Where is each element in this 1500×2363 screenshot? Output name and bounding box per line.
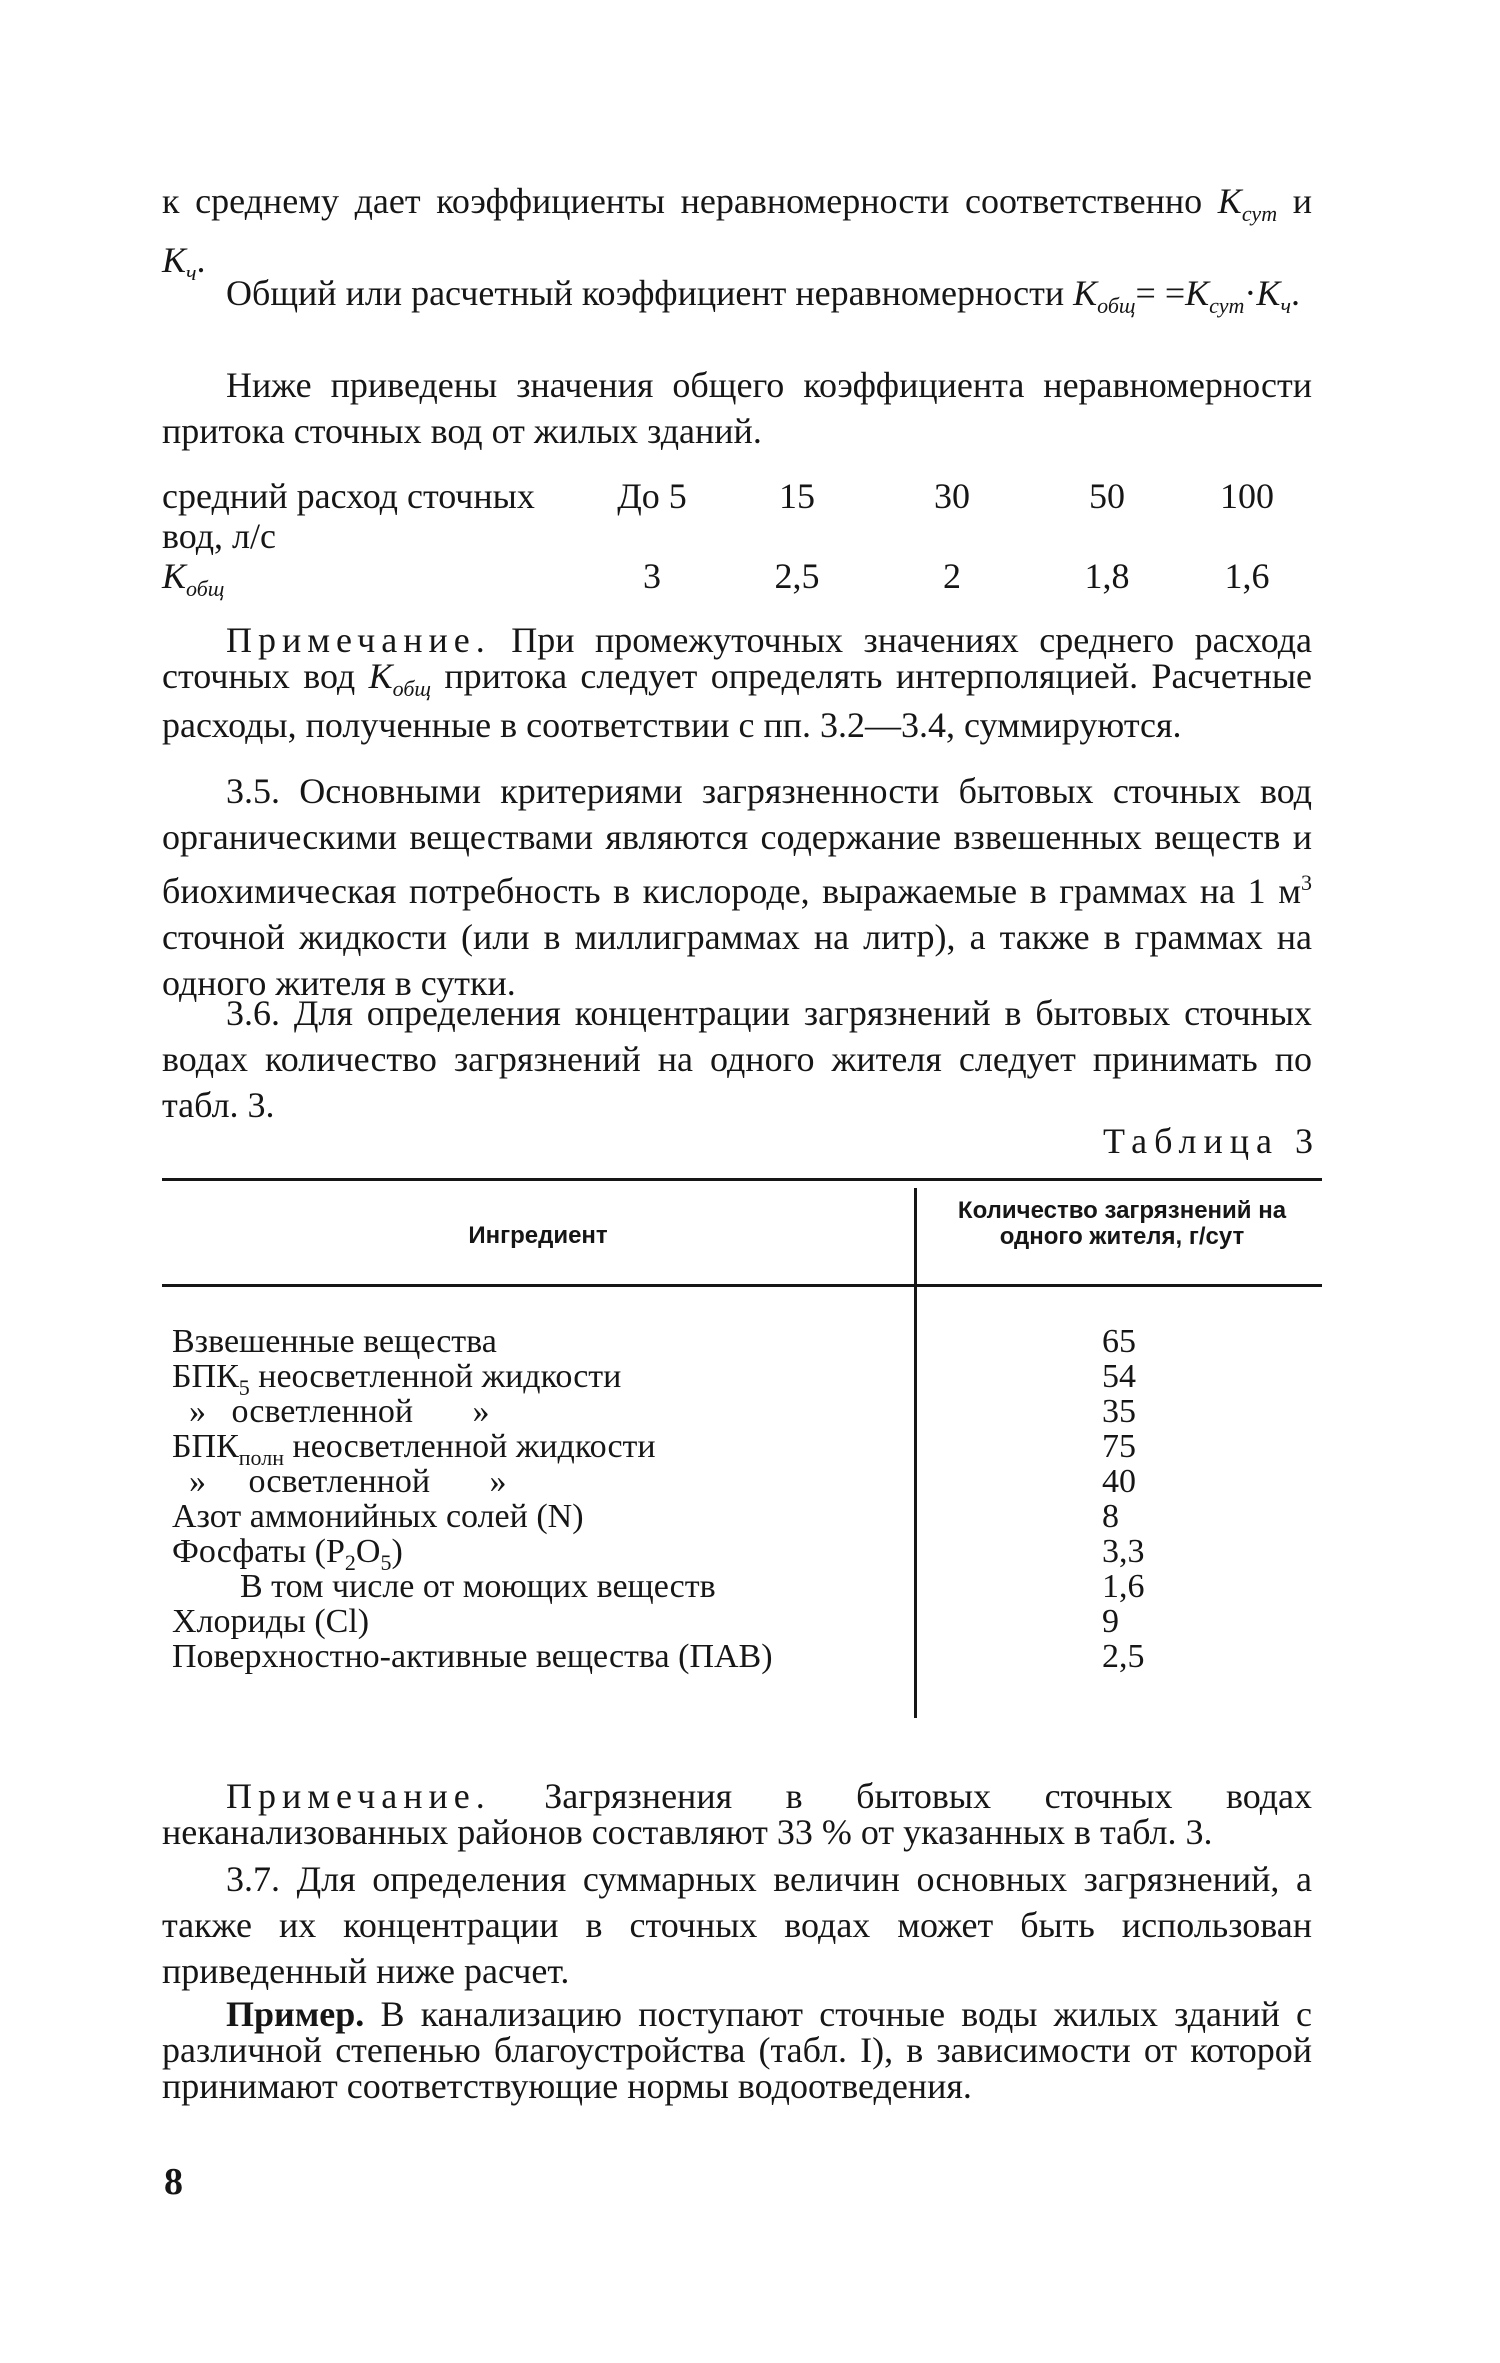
ingredient-name: Азот аммонийных солей (N) [172,1498,584,1535]
general-text: Общий или расчетный коэффициент неравномерности [226,273,1065,313]
table-row [172,1499,1322,1534]
coefficient-row-flow [162,476,1312,556]
ingredient-value: 2,5 [1102,1638,1145,1675]
note-1: Примечание. При промежуточных значениях среднего расхода сточных вод $K_{общ}$ притока следует определять интерполяцией. Расчетные расходы, полученные в соответствии с пп. 3.2—3.4, суммируются. [162,620,1312,746]
example-label: Пример. [226,1994,365,2034]
table-body [172,1324,1322,1674]
ingredient-name: В том числе от моющих веществ [172,1568,716,1605]
k-sut-symbol: $K_{сут}$ [1185,273,1245,319]
table-row [172,1569,1322,1604]
paragraph-3-6: 3.6. Для определения концентрации загрязнений в бытовых сточных водах количество загрязнений на одного жителя следует принимать по табл. 3. [162,993,1313,1125]
example-paragraph: Пример. В канализацию поступают сточные воды жилых зданий с различной степенью благоустройства (табл. I), в зависимости от которой принимают соответствующие нормы водоотведения. [162,1994,1313,2106]
ingredient-name: $БПК_5$ неосветленной жидкости [172,1358,622,1400]
ingredient-value: 1,6 [1102,1568,1145,1605]
ingredient-name: Поверхностно-активные вещества (ПАВ) [172,1638,773,1675]
values-intro-text: Ниже приведены значения общего коэффициента неравномерности притока сточных вод от жилых зданий. [162,365,1312,451]
header-ingredient: Ингредиент [468,1222,608,1249]
coefficient-table [162,476,1312,609]
paragraph-3-5: 3.5. Основными критериями загрязненности бытовых сточных вод органическими веществами являются содержание взвешенных веществ и биохимическая потребность в кислороде, выражаемые в граммах на 1 $м^3$ сточной жидкости (или в миллиграммах на литр), а также в граммах на одного жителя в сутки. [162,771,1312,1003]
k-ch-symbol: $K_ч$ [1256,273,1291,319]
table-top-rule [162,1178,1322,1181]
k-obsch-label: $K_{общ}$ [162,556,225,602]
k-obsch-symbol: $K_{общ}$ [1073,273,1136,319]
note-label: Примечание. [226,620,491,660]
paragraph-number: 3.6. [226,993,280,1033]
intro-text: к среднему дает коэффициенты неравномерности соответственно [162,181,1203,221]
flow-value: 15 [779,476,815,516]
ingredient-name: » осветленной » [172,1393,490,1430]
pollutant-table [162,1178,1322,1718]
table-row [172,1639,1322,1674]
k-ch-symbol: $K_ч$ [162,240,197,286]
header-amount: Количество загрязнений на одного жителя, г/сут [957,1197,1287,1250]
and-word: и [1292,181,1312,221]
note-label: Примечание. [226,1776,491,1816]
ingredient-value: 9 [1102,1603,1119,1640]
ingredient-value: 65 [1102,1323,1136,1360]
k-value: 1,6 [1224,556,1270,596]
table-row [172,1358,1322,1400]
ingredient-name: Взвешенные вещества [172,1323,497,1360]
table-row [172,1604,1322,1639]
ingredient-name: Фосфаты $(P_2O_5)$ [172,1533,403,1575]
ingredient-name: » осветленной » [172,1463,507,1500]
table-row [172,1464,1322,1499]
k-obsch-symbol: $K_{общ}$ [368,656,431,702]
paragraph-number: 3.7. [226,1859,280,1899]
table-row [172,1394,1322,1429]
values-intro-paragraph [162,362,1312,454]
ingredient-value: 8 [1102,1498,1119,1535]
ingredient-value: 35 [1102,1393,1136,1430]
ingredient-name: Хлориды (Cl) [172,1603,370,1640]
intro-paragraph: к среднему дает коэффициенты неравномерности соответственно $K_{сут}$ и $K_ч$. [162,181,1312,286]
paragraph-3-7: 3.7. Для определения суммарных величин основных загрязнений, а также их концентрации в сточных водах может быть использован приведенный ниже расчет. [162,1859,1312,1991]
page-number: 8 [164,2161,183,2203]
paragraph-number: 3.5. [226,771,280,811]
k-sut-symbol: $K_{сут}$ [1217,181,1278,227]
note-2: Примечание. Загрязнения в бытовых сточных водах неканализованных районов составляют 33 % от указанных в табл. 3. [162,1776,1312,1852]
ingredient-value: 75 [1102,1428,1136,1465]
flow-value: 50 [1089,476,1125,516]
k-value: 3 [643,556,661,596]
coefficient-row-k [162,556,1312,609]
k-value: 1,8 [1084,556,1130,596]
table-row [172,1324,1322,1359]
table-3-caption: Таблица 3 [1103,1121,1320,1161]
flow-value: 30 [934,476,970,516]
flow-value: 100 [1220,476,1274,516]
table-row [172,1428,1322,1470]
ingredient-value: 40 [1102,1463,1136,1500]
ingredient-value: 3,3 [1102,1533,1145,1570]
table-row [172,1533,1322,1575]
general-coefficient-paragraph: Общий или расчетный коэффициент неравномерности $K_{общ}= =K_{сут}\cdot K_ч$. [226,273,1300,319]
table-header-rule [162,1284,1322,1287]
flow-label: средний расход сточных вод, л/с [162,476,535,556]
ingredient-value: 54 [1102,1358,1136,1395]
k-value: 2,5 [774,556,820,596]
flow-value: До 5 [617,476,687,516]
k-value: 2 [943,556,961,596]
ingredient-name: $БПК_{полн}$ неосветленной жидкости [172,1428,656,1470]
